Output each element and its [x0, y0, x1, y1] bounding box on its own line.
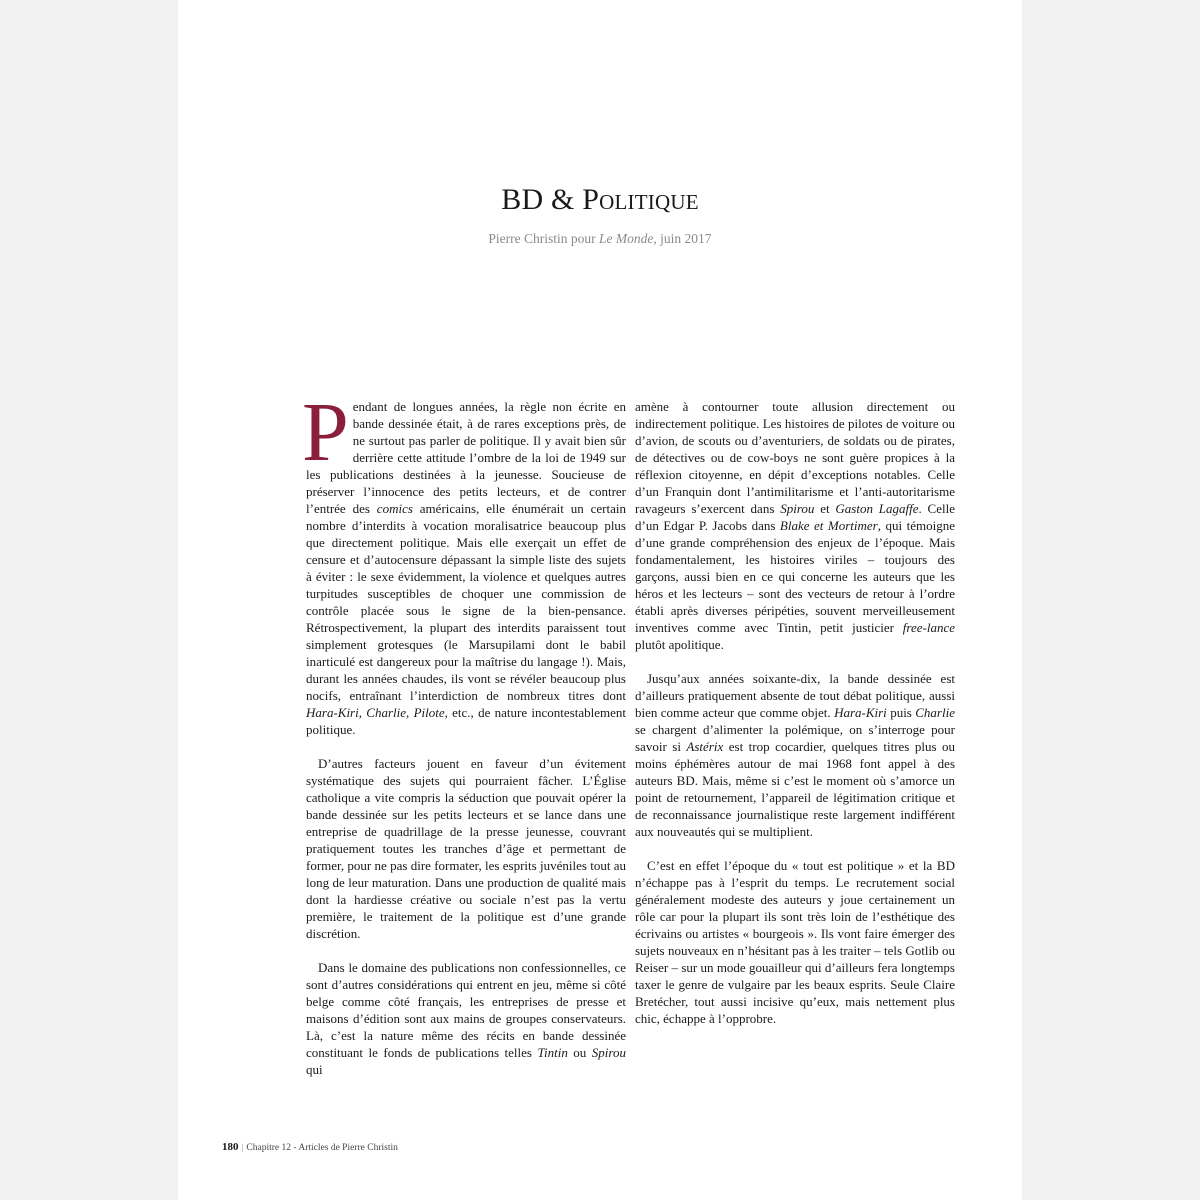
paragraph-1: Pendant de longues années, la règle non écrite en bande dessinée était, à de rares exceptions près, de ne surtout pas parler de politique. Il y avait bien sûr derrière cette attitude l’ombre de la loi de 1949 sur les publications destinées à la jeunesse. Soucieuse de préserver l’innocence des petits lecteurs, et de contrer l’entrée des comics américains, elle énumérait un certain nombre d’interdits à vocation moralisatrice beaucoup plus que directement politique. Mais elle exerçait un effet de censure et d’autocensure dépassant la simple liste des sujets à éviter : le sexe évidemment, la violence et quelques autres turpitudes susceptibles de choquer une commission de contrôle placée sous le signe de la bien-pensance. Rétrospectivement, la plupart des interdits paraissent tout simplement grotesques (le Marsupilami dont le babil inarticulé est dangereux pour la maîtrise du langage !). Mais, durant les années chaudes, ils vont se révéler beaucoup plus nocifs, entraînant l’interdiction de nombreux titres dont Hara-Kiri, Charlie, Pilote, etc., de nature incontestablement politique. [302, 386, 627, 737]
title-main: BD & [501, 183, 583, 216]
article-title [178, 183, 1022, 217]
document-page [178, 0, 1022, 1200]
article-byline [178, 231, 1022, 247]
page-number: 180 [222, 1141, 239, 1153]
left-column [302, 386, 627, 1095]
byline-publication: Le Monde [599, 231, 654, 246]
paragraph-4: amène à contourner toute allusion directement ou indirectement politique. Les histoires de pilotes de voiture ou d’avion, de scouts ou d’aventuriers, de soldats ou de pirates, de détectives ou de cow-boys ne sont guère propices à la réflexion citoyenne, en dépit d’exceptions notables. Celle d’un Franquin dont l’antimilitarisme et l’anti-autoritarisme ravageurs s’exercent dans Spirou et Gaston Lagaffe. Celle d’un Edgar P. Jacobs dans Blake et Mortimer, qui témoigne d’une grande compréhension des enjeux de l’époque. Mais fondamentalement, les histoires viriles – toujours des garçons, aussi bien en ce qui concerne les auteurs que les héros et les lecteurs – sont des vecteurs de retour à l’ordre établi après diverses péripéties, souvent merveilleusement inventives comme avec Tintin, petit justicier free-lance plutôt apolitique. [635, 399, 955, 652]
chapter-label: Chapitre 12 - Articles de Pierre Christin [246, 1143, 398, 1153]
title-smallcaps: Politique [582, 183, 699, 216]
right-column [635, 398, 955, 1044]
byline-suffix: , juin 2017 [653, 231, 712, 246]
footer-separator: | [241, 1143, 244, 1153]
page-footer [222, 1141, 398, 1153]
paragraph-2: D’autres facteurs jouent en faveur d’un évitement systématique des sujets qui pourraient fâcher. L’Église catholique a vite compris la séduction que pouvait opérer la bande dessinée sur les petits lecteurs et se lance dans une entreprise de quadrillage de la presse jeunesse, couvrant pratiquement toutes les tranches d’âge et permettant de former, pour ne pas dire formater, les esprits juvéniles tout au long de leur maturation. Dans une production de qualité mais dont la hardiesse créative ou sociale n’est pas la vertu première, le traitement de la politique est d’une grande discrétion. [306, 756, 626, 941]
paragraph-3: Dans le domaine des publications non confessionnelles, ce sont d’autres considérations qui entrent en jeu, même si côté belge comme côté français, les entreprises de presse et maisons d’édition sont aux mains de groupes conservateurs. Là, c’est la nature même des récits en bande dessinée constituant le fonds de publications telles Tintin ou Spirou qui [306, 960, 626, 1077]
paragraph-6: C’est en effet l’époque du « tout est politique » et la BD n’échappe pas à l’esprit du temps. Le recrutement social généralement modeste des auteurs y joue certainement un rôle car pour la plupart ils sont très loin de l’esthétique des écrivains ou artistes « bourgeois ». Ils vont faire émerger des sujets nouveaux en n’hésitant pas à les traiter – tels Gotlib ou Reiser – sur un mode gouailleur qui d’ailleurs fera longtemps taxer le genre de vulgaire par les beaux esprits. Seule Claire Bretécher, tout aussi incisive qu’eux, mais nettement plus chic, échappe à l’opprobre. [635, 858, 955, 1026]
drop-cap: P [302, 386, 349, 479]
paragraph-5: Jusqu’aux années soixante-dix, la bande dessinée est d’ailleurs pratiquement absente de tout débat politique, aussi bien comme acteur que comme objet. Hara-Kiri puis Charlie se chargent d’alimenter la polémique, on s’interroge pour savoir si Astérix est trop cocardier, quelques titres plus ou moins éphémères autour de mai 1968 font appel à des auteurs BD. Mais, même si c’est le moment où s’amorce un point de retournement, l’appareil de légitimation critique et de reconnaissance journalistique reste largement indifférent aux nouveautés qui se multiplient. [635, 671, 955, 839]
byline-prefix: Pierre Christin pour [488, 231, 600, 246]
